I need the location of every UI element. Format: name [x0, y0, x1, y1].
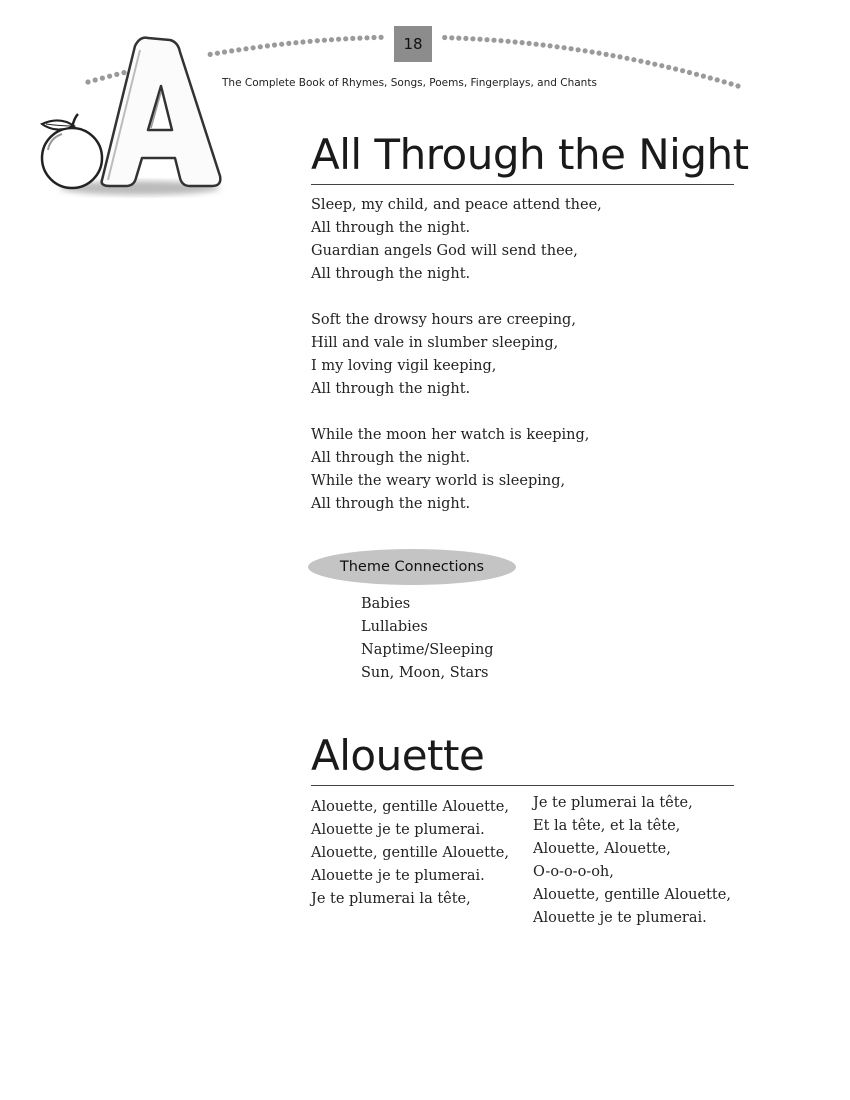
verse-line: Alouette, Alouette,: [533, 841, 671, 857]
arc-dot: [534, 42, 539, 47]
verse-line: While the weary world is sleeping,: [311, 473, 566, 489]
verse-line: Je te plumerai la tête,: [533, 795, 693, 811]
arc-dot: [456, 36, 461, 41]
arc-dot: [442, 35, 447, 40]
arc-dot: [652, 62, 657, 67]
arc-dot: [243, 46, 248, 51]
apple-icon: [42, 114, 102, 188]
arc-dot: [506, 39, 511, 44]
verse-line: Soft the drowsy hours are creeping,: [311, 312, 576, 328]
arc-dot: [371, 35, 376, 40]
arc-dot: [604, 52, 609, 57]
arc-dot: [300, 39, 305, 44]
stanza-1: [311, 194, 602, 286]
verse-line: While the moon her watch is keeping,: [311, 427, 590, 443]
arc-dot: [722, 79, 727, 84]
arc-dot: [590, 49, 595, 54]
verse-line: All through the night.: [311, 381, 471, 397]
verse-line: Guardian angels God will send thee,: [311, 243, 578, 259]
verse-line: All through the night.: [311, 450, 471, 466]
verse-line: Sleep, my child, and peace attend thee,: [311, 197, 602, 213]
theme-item: Naptime/Sleeping: [361, 642, 494, 658]
arc-dot: [343, 36, 348, 41]
arc-dot: [265, 43, 270, 48]
verse-line: Alouette je te plumerai.: [533, 910, 707, 926]
arc-dot: [484, 37, 489, 42]
arc-dot: [694, 72, 699, 77]
book-title-header: The Complete Book of Rhymes, Songs, Poems, Fingerplays, and Chants: [222, 77, 597, 89]
arc-dot: [279, 42, 284, 47]
arc-dot: [498, 38, 503, 43]
arc-dot: [645, 60, 650, 65]
arc-dot: [336, 37, 341, 42]
arc-dot: [666, 65, 671, 70]
title-underline: [311, 785, 734, 786]
arc-dot: [322, 38, 327, 43]
arc-dot: [470, 36, 475, 41]
arc-dot: [520, 40, 525, 45]
arc-dot: [569, 46, 574, 51]
arc-dot: [491, 38, 496, 43]
arc-dot: [624, 56, 629, 61]
arc-dot: [541, 42, 546, 47]
arc-dot: [364, 35, 369, 40]
arc-dot: [576, 47, 581, 52]
verse-line: Alouette je te plumerai.: [311, 822, 485, 838]
arc-dot: [610, 53, 615, 58]
verse-line: Et la tête, et la tête,: [533, 818, 681, 834]
arc-dot: [350, 36, 355, 41]
verse-line: All through the night.: [311, 220, 471, 236]
verse-line: Alouette je te plumerai.: [311, 868, 485, 884]
theme-connections-label: Theme Connections: [308, 549, 516, 585]
arc-dot: [597, 51, 602, 56]
arc-dot: [293, 40, 298, 45]
verse-line: Je te plumerai la tête,: [311, 891, 471, 907]
arc-dot: [687, 70, 692, 75]
page-number: 18: [394, 26, 432, 62]
verse-line: All through the night.: [311, 496, 471, 512]
theme-item: Sun, Moon, Stars: [361, 665, 489, 681]
verse-line: I my loving vigil keeping,: [311, 358, 497, 374]
song-title-alouette: Alouette: [311, 731, 485, 780]
arc-dot: [449, 35, 454, 40]
arc-dot: [463, 36, 468, 41]
theme-item: Lullabies: [361, 619, 428, 635]
arc-dot: [236, 47, 241, 52]
arc-dot: [315, 38, 320, 43]
song-title-all-through-the-night: All Through the Night: [311, 130, 749, 179]
verse-line: Hill and vale in slumber sleeping,: [311, 335, 559, 351]
verse-line: Alouette, gentille Alouette,: [533, 887, 731, 903]
arc-dot: [477, 37, 482, 42]
arc-dot: [357, 36, 362, 41]
arc-dot: [329, 37, 334, 42]
arc-dot: [617, 54, 622, 59]
theme-item: Babies: [361, 596, 411, 612]
arc-dot: [272, 42, 277, 47]
arc-dot: [379, 35, 384, 40]
arc-dot: [583, 48, 588, 53]
stanza-2: [311, 309, 576, 401]
theme-connections-list: [361, 593, 494, 685]
arc-dot: [527, 41, 532, 46]
arc-dot: [735, 83, 740, 88]
alouette-column-2: [533, 792, 731, 930]
arc-dot: [631, 57, 636, 62]
arc-dot: [548, 43, 553, 48]
letter-a-illustration: [30, 30, 230, 200]
arc-dot: [562, 45, 567, 50]
arc-dot: [513, 39, 518, 44]
arc-dot: [638, 59, 643, 64]
verse-line: Alouette, gentille Alouette,: [311, 845, 509, 861]
arc-dot: [708, 75, 713, 80]
arc-dot: [715, 77, 720, 82]
alouette-column-1: [311, 796, 509, 911]
stanza-3: [311, 424, 589, 516]
verse-line: O-o-o-o-oh,: [533, 864, 614, 880]
arc-dot: [659, 63, 664, 68]
letter-a-icon: [102, 38, 221, 186]
arc-dot: [673, 66, 678, 71]
arc-dot: [308, 39, 313, 44]
arc-dot: [555, 44, 560, 49]
verse-line: Alouette, gentille Alouette,: [311, 799, 509, 815]
arc-dot: [251, 45, 256, 50]
arc-dot: [286, 41, 291, 46]
title-underline: [311, 184, 734, 185]
arc-dot: [680, 68, 685, 73]
arc-dot: [258, 44, 263, 49]
verse-line: All through the night.: [311, 266, 471, 282]
arc-dot: [701, 74, 706, 79]
arc-dot: [729, 81, 734, 86]
